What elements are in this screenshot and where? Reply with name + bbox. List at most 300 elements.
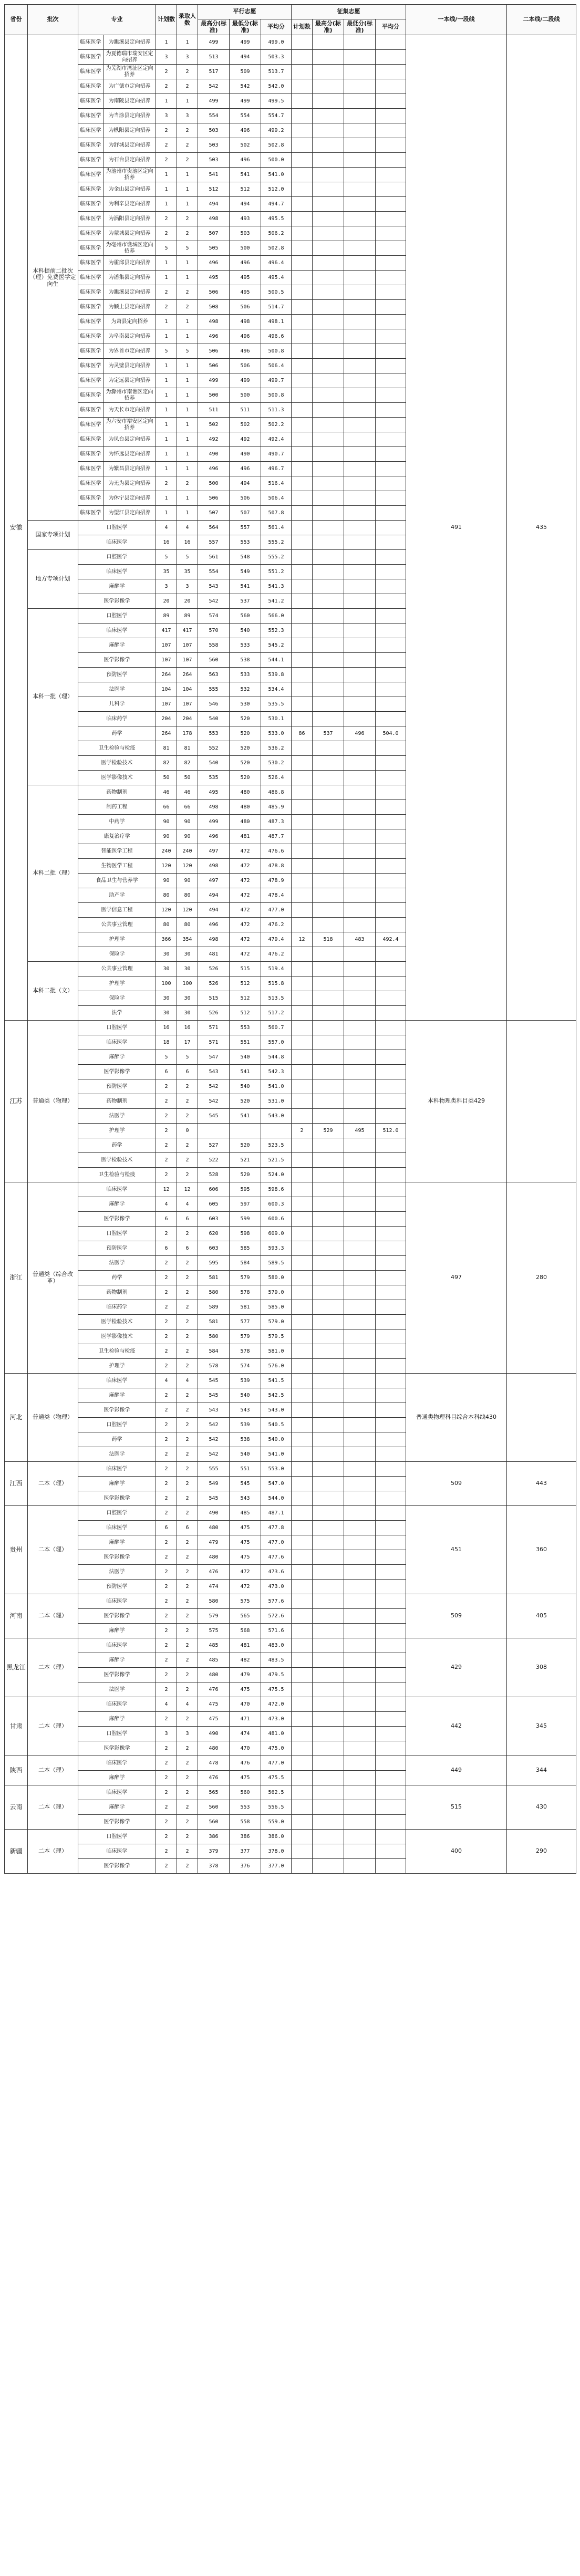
cell-c-avg [376,550,406,565]
cell-plan: 90 [156,874,177,888]
cell-c-max [313,741,344,756]
cell-p-min: 520 [230,1168,261,1182]
cell-p-avg: 499.0 [261,35,292,50]
cell-p-avg: 530.1 [261,712,292,726]
cell-admit: 30 [177,962,198,977]
cell-major: 卫生检验与检疫 [78,1168,156,1182]
cell-c-max [313,594,344,609]
cell-major: 临床医学 [78,1785,156,1800]
cell-p-min: 520 [230,1138,261,1153]
cell-c-plan [292,418,313,432]
cell-c-avg [376,65,406,79]
cell-c-min [344,168,376,182]
cell-c-min [344,1535,376,1550]
cell-major: 药物制剂 [78,1094,156,1109]
cell-plan: 2 [156,1668,177,1682]
cell-c-min [344,50,376,65]
cell-c-min [344,1035,376,1050]
cell-c-plan [292,123,313,138]
cell-p-avg: 475.5 [261,1771,292,1785]
cell-c-plan [292,65,313,79]
cell-admit: 82 [177,756,198,771]
cell-c-avg [376,123,406,138]
cell-admit: 2 [177,1712,198,1727]
cell-c-min [344,565,376,579]
cell-plan: 2 [156,79,177,94]
cell-p-max: 540 [198,712,230,726]
cell-batch: 普通类（物理） [28,1021,78,1182]
cell-c-plan: 12 [292,932,313,947]
cell-p-max: 475 [198,1712,230,1727]
cell-admit: 2 [177,1138,198,1153]
cell-admit: 30 [177,991,198,1006]
cell-admit: 1 [177,418,198,432]
cell-p-avg: 513.5 [261,991,292,1006]
cell-major: 临床医学 [78,1374,156,1388]
cell-c-plan [292,682,313,697]
cell-major: 为濉溪县定向招养 [103,35,156,50]
cell-c-min [344,859,376,874]
cell-major: 临床医学 [78,624,156,638]
cell-p-max: 499 [198,373,230,388]
cell-admit: 2 [177,1315,198,1329]
cell-p-avg: 544.1 [261,653,292,668]
cell-plan: 1 [156,432,177,447]
cell-p-min: 520 [230,726,261,741]
cell-p-max: 503 [198,138,230,153]
cell-admit: 2 [177,65,198,79]
cell-c-plan [292,1021,313,1035]
cell-c-plan [292,1712,313,1727]
cell-major: 法医学 [78,1565,156,1580]
cell-c-avg [376,418,406,432]
cell-p-avg [261,1124,292,1138]
cell-c-max [313,1021,344,1035]
cell-c-max [313,197,344,212]
cell-c-max [313,1712,344,1727]
cell-batch: 本科一批（理） [28,609,78,785]
cell-p-min: 540 [230,1388,261,1403]
cell-admit: 240 [177,844,198,859]
cell-p-min: 482 [230,1653,261,1668]
cell-c-min [344,1447,376,1462]
cell-plan: 1 [156,418,177,432]
cell-p-min: 537 [230,594,261,609]
cell-c-plan [292,79,313,94]
cell-c-avg [376,903,406,918]
cell-c-avg [376,785,406,800]
cell-admit: 2 [177,285,198,300]
cell-p-avg: 479.4 [261,932,292,947]
cell-p-avg: 477.6 [261,1550,292,1565]
cell-p-min: 541 [230,1109,261,1124]
cell-p-min: 496 [230,344,261,359]
cell-c-plan [292,1109,313,1124]
cell-c-plan [292,962,313,977]
cell-batch: 二本（理） [28,1830,78,1874]
cell-p-max: 522 [198,1153,230,1168]
cell-p-max: 574 [198,609,230,624]
cell-c-min [344,315,376,329]
cell-plan: 18 [156,1035,177,1050]
cell-c-avg [376,1094,406,1109]
cell-c-avg [376,844,406,859]
cell-p-min: 521 [230,1153,261,1168]
cell-c-min [344,123,376,138]
cell-c-plan [292,903,313,918]
cell-admit: 107 [177,638,198,653]
cell-c-min [344,1079,376,1094]
cell-c-min [344,712,376,726]
cell-admit: 89 [177,609,198,624]
cell-plan: 100 [156,977,177,991]
cell-major: 麻醉学 [78,638,156,653]
cell-major: 口腔医学 [78,521,156,535]
cell-c-max [313,256,344,271]
cell-major: 法医学 [78,1447,156,1462]
cell-p-max [198,1124,230,1138]
cell-p-min: 553 [230,1800,261,1815]
cell-p-min: 542 [230,79,261,94]
cell-c-max [313,550,344,565]
cell-c-plan [292,977,313,991]
cell-p-max: 546 [198,697,230,712]
cell-major-type: 临床医学 [78,256,103,271]
cell-admit: 3 [177,1727,198,1741]
cell-p-max: 526 [198,962,230,977]
cell-c-plan [292,506,313,521]
cell-c-min [344,741,376,756]
cell-p-min: 506 [230,359,261,373]
cell-p-min: 490 [230,447,261,462]
cell-c-max [313,1668,344,1682]
cell-major: 医学影像学 [78,594,156,609]
cell-c-plan [292,168,313,182]
cell-admit: 354 [177,932,198,947]
cell-batch: 本科二批（文） [28,962,78,1021]
cell-p-avg: 560.7 [261,1021,292,1035]
cell-major: 医学信息工程 [78,903,156,918]
cell-plan: 2 [156,1859,177,1874]
cell-p-min: 565 [230,1609,261,1624]
cell-p-avg: 500.8 [261,344,292,359]
cell-c-plan [292,1153,313,1168]
cell-p-min: 481 [230,829,261,844]
cell-c-min [344,1418,376,1432]
cell-major: 法医学 [78,682,156,697]
cell-p-avg: 579.0 [261,1285,292,1300]
cell-plan: 2 [156,1741,177,1756]
cell-p-max: 499 [198,35,230,50]
cell-c-plan [292,535,313,550]
cell-p-avg: 540.5 [261,1418,292,1432]
cell-p-min: 502 [230,418,261,432]
cell-major: 为休宁县定向招养 [103,491,156,506]
cell-major: 护理学 [78,932,156,947]
cell-major-type: 临床医学 [78,388,103,403]
cell-c-min [344,1609,376,1624]
cell-c-plan [292,1653,313,1668]
cell-p-min: 472 [230,859,261,874]
cell-c-avg [376,285,406,300]
cell-plan: 20 [156,594,177,609]
cell-c-avg [376,138,406,153]
admission-table-container [4,4,576,1874]
cell-p-min: 493 [230,212,261,226]
cell-c-min [344,35,376,50]
cell-p-avg: 579.0 [261,1315,292,1329]
cell-c-max: 529 [313,1124,344,1138]
cell-c-min [344,1565,376,1580]
cell-c-max [313,1153,344,1168]
cell-plan: 81 [156,741,177,756]
cell-c-min [344,844,376,859]
cell-p-avg: 511.3 [261,403,292,418]
cell-c-max [313,1771,344,1785]
cell-p-avg: 481.0 [261,1727,292,1741]
cell-p-max: 503 [198,123,230,138]
cell-p-avg: 477.0 [261,1535,292,1550]
table-row [5,1182,576,1197]
cell-admit: 100 [177,977,198,991]
cell-c-avg [376,1344,406,1359]
cell-c-avg [376,888,406,903]
cell-major: 医学影像学 [78,1859,156,1874]
cell-p-avg: 593.3 [261,1241,292,1256]
cell-c-plan [292,1830,313,1844]
cell-p-avg: 478.9 [261,874,292,888]
cell-major: 为颍上县定向招养 [103,300,156,315]
cell-c-plan [292,1741,313,1756]
cell-c-max [313,1491,344,1506]
header-major: 专业 [78,5,156,35]
cell-province: 河南 [5,1594,28,1638]
cell-p-avg: 540.0 [261,1432,292,1447]
cell-c-avg [376,226,406,241]
header-batch: 批次 [28,5,78,35]
cell-line1: 515 [406,1785,507,1830]
cell-admit: 120 [177,903,198,918]
cell-major-type: 临床医学 [78,403,103,418]
cell-c-max [313,373,344,388]
cell-c-max [313,1535,344,1550]
cell-major: 智能医学工程 [78,844,156,859]
cell-p-max: 552 [198,741,230,756]
cell-c-avg [376,1285,406,1300]
cell-admit: 2 [177,1609,198,1624]
cell-p-min: 578 [230,1344,261,1359]
cell-admit: 178 [177,726,198,741]
cell-admit: 2 [177,1300,198,1315]
cell-admit: 6 [177,1212,198,1227]
cell-major: 口腔医学 [78,550,156,565]
cell-p-max: 547 [198,1050,230,1065]
cell-major: 医学影像学 [78,1668,156,1682]
cell-province: 贵州 [5,1506,28,1594]
cell-plan: 2 [156,1477,177,1491]
cell-p-min: 472 [230,903,261,918]
cell-p-min: 558 [230,1815,261,1830]
cell-admit: 16 [177,535,198,550]
cell-major: 药学 [78,726,156,741]
cell-c-avg [376,918,406,932]
header-c-min: 最低分(标准) [344,19,376,35]
cell-c-min [344,462,376,476]
cell-admit: 17 [177,1035,198,1050]
cell-c-avg [376,697,406,712]
cell-p-avg: 499.5 [261,94,292,109]
cell-major: 为利辛县定向招养 [103,197,156,212]
cell-plan: 30 [156,947,177,962]
cell-c-max [313,1050,344,1065]
cell-major-type: 临床医学 [78,50,103,65]
cell-major: 为南陵县定向招养 [103,94,156,109]
cell-p-avg: 502.8 [261,241,292,256]
cell-plan: 2 [156,1580,177,1594]
cell-p-max: 580 [198,1594,230,1609]
cell-plan: 6 [156,1241,177,1256]
cell-c-avg [376,35,406,50]
cell-plan: 5 [156,241,177,256]
cell-p-max: 475 [198,1697,230,1712]
cell-p-avg: 473.0 [261,1712,292,1727]
cell-c-plan [292,1359,313,1374]
cell-major: 为灵璧县定向招养 [103,359,156,373]
cell-p-min: 598 [230,1227,261,1241]
cell-c-min [344,1285,376,1300]
cell-admit: 2 [177,1094,198,1109]
cell-p-avg: 541.0 [261,1447,292,1462]
table-row [5,1462,576,1477]
cell-p-avg: 502.8 [261,138,292,153]
cell-p-min: 472 [230,918,261,932]
cell-p-min: 512 [230,182,261,197]
cell-p-min: 377 [230,1844,261,1859]
cell-c-plan [292,50,313,65]
cell-p-min: 541 [230,579,261,594]
cell-major: 为潘集县定向招养 [103,271,156,285]
cell-p-max: 603 [198,1241,230,1256]
cell-p-avg: 496.4 [261,256,292,271]
cell-major: 临床医学 [78,1182,156,1197]
cell-c-plan [292,1300,313,1315]
header-plan: 计划数 [156,5,177,35]
cell-major: 临床医学 [78,565,156,579]
cell-c-plan [292,1506,313,1521]
cell-admit: 5 [177,344,198,359]
cell-p-avg: 547.0 [261,1477,292,1491]
cell-c-max [313,771,344,785]
cell-p-min: 481 [230,1638,261,1653]
cell-p-avg: 495.4 [261,271,292,285]
cell-p-avg: 542.3 [261,1065,292,1079]
cell-major-type: 临床医学 [78,109,103,123]
cell-major: 口腔医学 [78,1418,156,1432]
cell-plan: 30 [156,1006,177,1021]
cell-c-max [313,1815,344,1830]
table-row [5,1374,576,1388]
cell-p-avg: 476.2 [261,947,292,962]
cell-p-max: 557 [198,535,230,550]
cell-p-max: 496 [198,462,230,476]
cell-p-max: 549 [198,1477,230,1491]
cell-major-type: 临床医学 [78,138,103,153]
cell-p-avg: 496.6 [261,329,292,344]
cell-c-plan [292,653,313,668]
cell-p-avg: 544.8 [261,1050,292,1065]
cell-admit: 4 [177,1697,198,1712]
cell-p-max: 378 [198,1859,230,1874]
cell-plan: 1 [156,315,177,329]
cell-c-avg [376,1682,406,1697]
cell-plan: 82 [156,756,177,771]
cell-admit: 2 [177,1359,198,1374]
cell-c-avg [376,609,406,624]
cell-major: 医学影像学 [78,653,156,668]
cell-c-avg [376,491,406,506]
cell-p-avg: 542.0 [261,79,292,94]
cell-c-max [313,94,344,109]
cell-c-max: 537 [313,726,344,741]
cell-admit: 2 [177,1785,198,1800]
cell-batch: 二本（理） [28,1697,78,1756]
cell-admit: 6 [177,1521,198,1535]
cell-province: 江苏 [5,1021,28,1182]
cell-p-max: 476 [198,1771,230,1785]
cell-admit: 264 [177,668,198,682]
cell-p-min: 494 [230,197,261,212]
header-c-max: 最高分(标准) [313,19,344,35]
cell-p-min: 540 [230,1447,261,1462]
cell-p-max: 494 [198,888,230,903]
cell-p-max: 498 [198,859,230,874]
cell-plan: 2 [156,1124,177,1138]
cell-p-min: 472 [230,932,261,947]
cell-c-avg [376,1182,406,1197]
cell-p-min: 578 [230,1285,261,1300]
cell-p-avg: 541.0 [261,1079,292,1094]
cell-p-min: 538 [230,1432,261,1447]
cell-p-max: 555 [198,1462,230,1477]
cell-plan: 1 [156,447,177,462]
cell-p-min: 479 [230,1668,261,1682]
cell-c-avg [376,344,406,359]
cell-c-avg [376,1227,406,1241]
cell-p-max: 494 [198,197,230,212]
cell-p-max: 499 [198,94,230,109]
cell-c-plan [292,241,313,256]
cell-c-max [313,285,344,300]
cell-c-max [313,1432,344,1447]
cell-c-plan [292,1580,313,1594]
cell-c-avg [376,800,406,815]
cell-c-plan [292,918,313,932]
cell-c-min [344,638,376,653]
cell-plan: 2 [156,285,177,300]
cell-plan: 1 [156,359,177,373]
cell-admit: 107 [177,653,198,668]
cell-c-plan [292,212,313,226]
cell-p-avg: 531.0 [261,1094,292,1109]
cell-p-min: 476 [230,1756,261,1771]
cell-major: 保险学 [78,991,156,1006]
cell-c-max [313,1065,344,1079]
cell-major-type: 临床医学 [78,285,103,300]
cell-p-max: 498 [198,932,230,947]
cell-p-min: 480 [230,800,261,815]
cell-major: 制药工程 [78,800,156,815]
cell-p-avg: 486.8 [261,785,292,800]
